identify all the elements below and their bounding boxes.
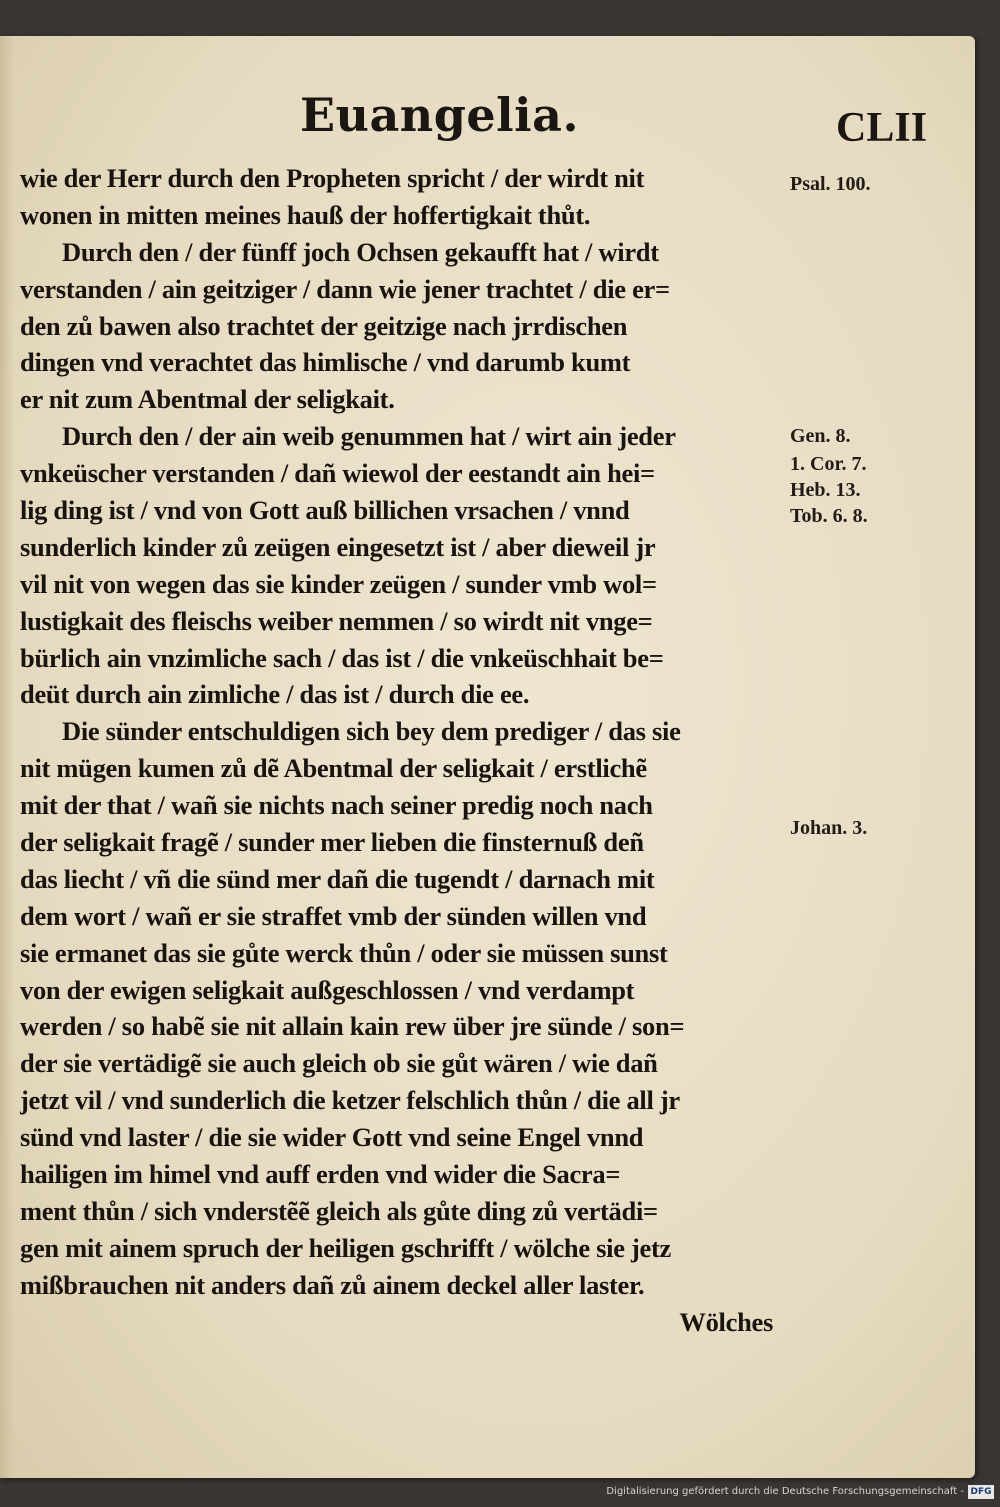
- text-line: nit mügen kumen zů dẽ Abentmal der seligkait / erstlichẽ: [20, 753, 647, 784]
- text-line: hailigen im himel vnd auff erden vnd wider die Sacra=: [20, 1159, 621, 1190]
- text-line: verstanden / ain geitziger / dann wie jener trachtet / die er=: [20, 273, 670, 304]
- text-line: ment thůn / sich vnderstẽẽ gleich als gůte ding zů vertädi=: [20, 1195, 658, 1226]
- text-line: das liecht / vñ die sünd mer dañ die tugendt / darnach mit: [20, 863, 655, 894]
- marginal-note: Tob. 6. 8.: [790, 505, 868, 527]
- marginal-note: Psal. 100.: [790, 173, 871, 195]
- page-gutter-shadow: [0, 36, 14, 1478]
- text-line: mißbrauchen nit anders dañ zů ainem deckel aller laster.: [20, 1269, 645, 1300]
- text-block: [20, 160, 795, 1341]
- text-line: dingen vnd verachtet das himlische / vnd darumb kumt: [20, 347, 631, 378]
- text-line: vil nit von wegen das sie kinder zeügen / sunder vmb wol=: [20, 568, 657, 599]
- marginal-note: Heb. 13.: [790, 479, 861, 501]
- text-line: deüt durch ain zimliche / das ist / durch die ee.: [20, 679, 530, 710]
- text-line: Durch den / der ain weib genummen hat / wirt ain jeder: [62, 421, 676, 452]
- footer-bar: [0, 1482, 1000, 1507]
- text-line: lig ding ist / vnd von Gott auß billichen vrsachen / vnnd: [20, 495, 630, 526]
- dfg-logo-icon: DFG: [968, 1485, 994, 1499]
- text-line: der sie vertädigẽ sie auch gleich ob sie gůt wären / wie dañ: [20, 1048, 658, 1079]
- marginal-note: Johan. 3.: [790, 817, 868, 839]
- text-line: wie der Herr durch den Propheten spricht / der wirdt nit: [20, 163, 645, 193]
- text-line: er nit zum Abentmal der seligkait.: [20, 384, 395, 415]
- marginal-note: 1. Cor. 7.: [790, 453, 867, 475]
- text-line: sünd vnd laster / die sie wider Gott vnd seine Engel vnnd: [20, 1122, 644, 1153]
- text-line: mit der that / wañ sie nichts nach seiner predig noch nach: [20, 790, 653, 821]
- text-line: wonen in mitten meines hauß der hoffertigkait thůt.: [20, 199, 591, 230]
- catchword: Wölches: [679, 1306, 773, 1337]
- folio-number: CLII: [836, 105, 928, 151]
- text-line: jetzt vil / vnd sunderlich die ketzer felschlich thůn / die all jr: [20, 1085, 680, 1116]
- text-line: der seligkait fragẽ / sunder mer lieben die finsternuß deñ: [20, 827, 644, 858]
- text-line: dem wort / wañ er sie straffet vmb der sünden willen vnd: [20, 900, 647, 931]
- running-head: Euangelia.: [300, 88, 579, 142]
- marginal-note: Gen. 8.: [790, 425, 851, 447]
- text-line: den zů bawen also trachtet der geitzige nach jrrdischen: [20, 310, 628, 341]
- text-line: vnkeüscher verstanden / dañ wiewol der eestandt ain hei=: [20, 458, 655, 489]
- text-line: Durch den / der fünff joch Ochsen gekaufft hat / wirdt: [62, 236, 659, 267]
- text-line: Die sünder entschuldigen sich bey dem prediger / das sie: [62, 716, 681, 747]
- text-line: werden / so habẽ sie nit allain kain rew über jre sünde / son=: [20, 1011, 685, 1042]
- footer-credit: Digitalisierung gefördert durch die Deutsche Forschungsgemeinschaft -: [606, 1486, 964, 1497]
- text-line: gen mit ainem spruch der heiligen gschrifft / wölche sie jetz: [20, 1232, 671, 1263]
- text-line: sunderlich kinder zů zeügen eingesetzt ist / aber dieweil jr: [20, 531, 656, 562]
- marginal-notes: [790, 0, 970, 1400]
- text-line: von der ewigen seligkait außgeschlossen / vnd verdampt: [20, 974, 635, 1005]
- text-line: lustigkait des fleischs weiber nemmen / so wirdt nit vnge=: [20, 605, 653, 636]
- text-line: sie ermanet das sie gůte werck thůn / oder sie müssen sunst: [20, 937, 668, 968]
- text-line: bürlich ain vnzimliche sach / das ist / die vnkeüschhait be=: [20, 642, 664, 673]
